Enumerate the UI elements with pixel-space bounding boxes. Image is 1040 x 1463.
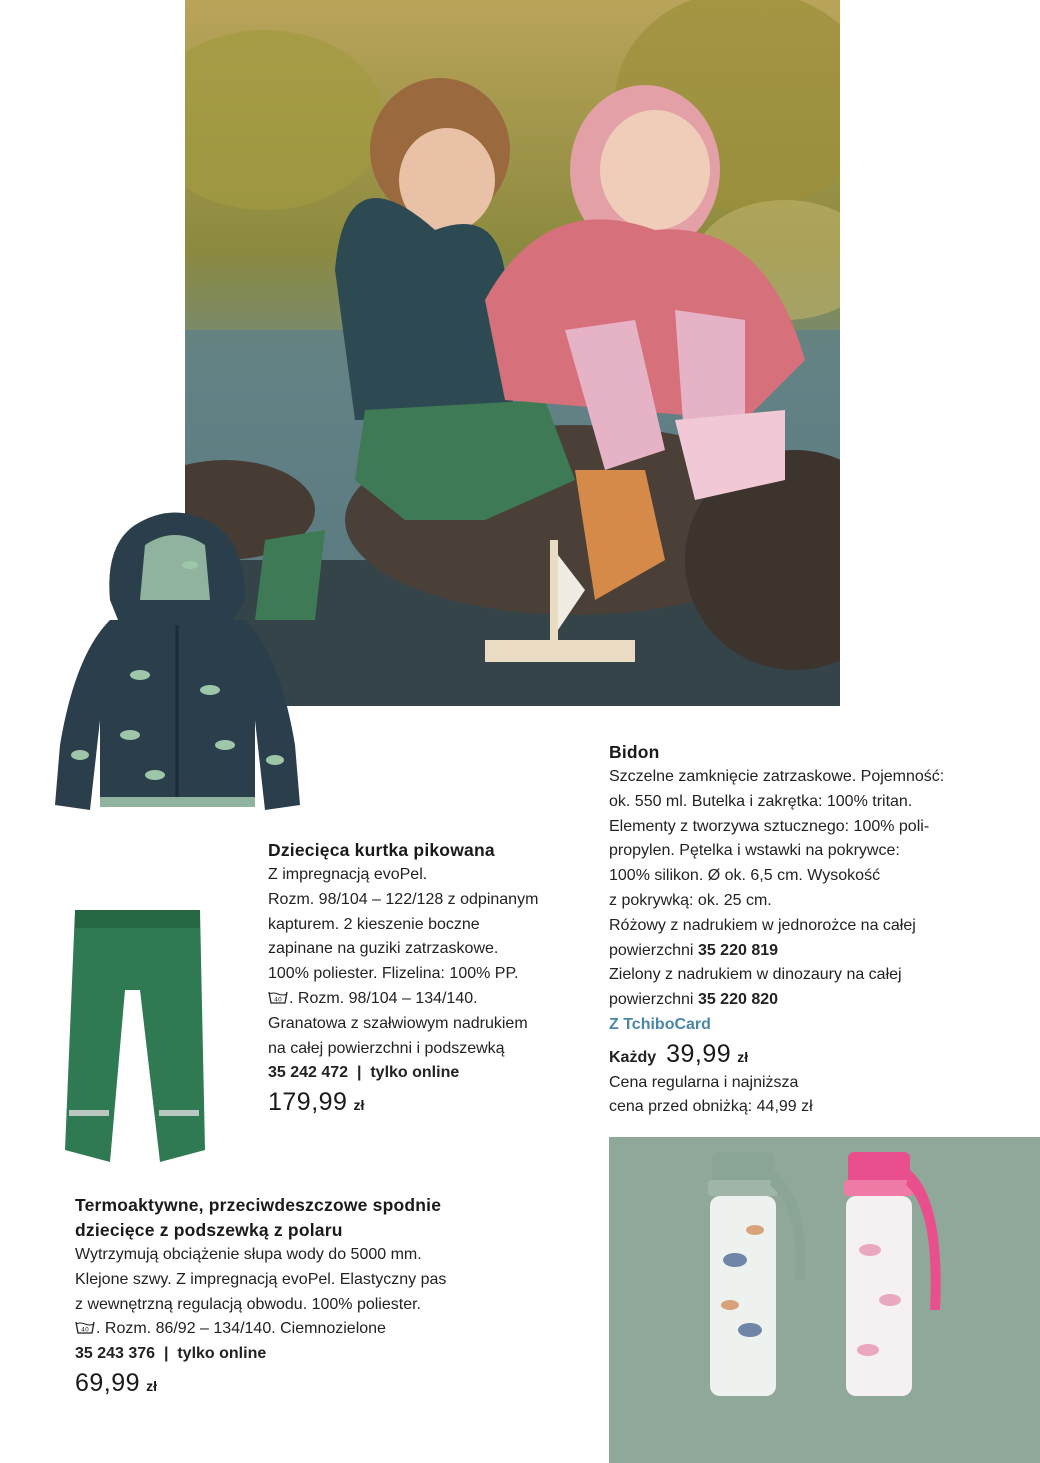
jacket-line: 100% poliester. Flizelina: 100% PP. [268, 965, 519, 983]
jacket-line: na całej powierzchni i podszewką [268, 1039, 505, 1057]
bidon-title: Bidon [609, 742, 660, 762]
bidon-regular-price-line: cena przed obniżką: 44,99 zł [609, 1098, 813, 1116]
bidon-variant1: powierzchni 35 220 819 [609, 941, 779, 959]
pants-line: Klejone szwy. Z impregnacją evoPel. Elastyczny pas [75, 1270, 447, 1288]
pants-image [55, 900, 215, 1175]
jacket-line: Granatowa z szałwiowym nadrukiem [268, 1014, 528, 1032]
bidon-line: propylen. Pętelka i wstawki na pokrywce: [609, 842, 900, 860]
pants-line: Wytrzymują obciążenie słupa wody do 5000 mm. [75, 1246, 422, 1263]
bidon-line: Różowy z nadrukiem w jednorożce na całej [609, 916, 916, 934]
jacket-line: Rozm. 98/104 – 122/128 z odpinanym [268, 890, 539, 908]
bidon-price [609, 1039, 1029, 1071]
bidon-line: z pokrywką: ok. 25 cm. [609, 891, 772, 909]
bidon-variant2-code: 35 220 820 [697, 991, 779, 1009]
bidon-description [609, 740, 1029, 1120]
jacket-wash-line: 40 . Rozm. 98/104 – 134/140. [268, 987, 588, 1012]
pants-wash-line: 40 . Rozm. 86/92 – 134/140. Ciemnozielone [75, 1317, 515, 1342]
pants-description [75, 1193, 515, 1399]
jacket-description [268, 838, 588, 1118]
jacket-image [40, 505, 310, 825]
jacket-price-value: 179,99 [268, 1088, 348, 1117]
jacket-line: kapturem. 2 kieszenie boczne [268, 915, 480, 933]
bidon-regular-price-line: Cena regularna i najniższa [609, 1073, 799, 1091]
svg-text:40: 40 [274, 996, 282, 1004]
bidon-line: Szczelne zamknięcie zatrzaskowe. Pojemność: [609, 768, 945, 785]
pants-price-currency: zł [146, 1377, 157, 1394]
jacket-product-code: 35 242 472 | tylko online [268, 1064, 460, 1082]
jacket-line: zapinane na guziki zatrzaskowe. [268, 940, 499, 958]
pants-title-line2: dziecięce z podszewką z polaru [75, 1220, 343, 1240]
jacket-line: Z impregnacją evoPel. [268, 866, 428, 883]
wash-40-icon [268, 990, 288, 1005]
bidon-price-value: 39,99 [666, 1039, 732, 1068]
bidon-line: 100% silikon. Ø ok. 6,5 cm. Wysokość [609, 867, 881, 885]
tchibocard-label: Z TchiboCard [609, 1015, 711, 1033]
pants-title-line1: Termoaktywne, przeciwdeszczowe spodnie [75, 1195, 442, 1215]
bidon-line: Elementy z tworzywa sztucznego: 100% poli- [609, 817, 930, 835]
wash-40-icon [75, 1320, 95, 1335]
jacket-price-currency: zł [353, 1097, 365, 1114]
bidon-variant2: powierzchni 35 220 820 [609, 991, 779, 1009]
bidon-each-label: Każdy [609, 1048, 657, 1066]
pants-price [75, 1368, 515, 1399]
pants-product-code: 35 243 376 | tylko online [75, 1345, 267, 1363]
pants-line: z wewnętrzną regulacją obwodu. 100% poliester. [75, 1295, 421, 1313]
bidon-variant1-code: 35 220 819 [697, 941, 779, 959]
bidon-line: Zielony z nadrukiem w dinozaury na całej [609, 966, 902, 984]
bidon-price-currency: zł [737, 1048, 749, 1065]
svg-text:40: 40 [81, 1326, 89, 1334]
jacket-price [268, 1090, 588, 1118]
bidon-line: ok. 550 ml. Butelka i zakrętka: 100% tritan. [609, 792, 913, 810]
bottles-image [700, 1140, 960, 1410]
jacket-title: Dziecięca kurtka pikowana [268, 840, 495, 860]
pants-price-value: 69,99 [75, 1368, 141, 1397]
